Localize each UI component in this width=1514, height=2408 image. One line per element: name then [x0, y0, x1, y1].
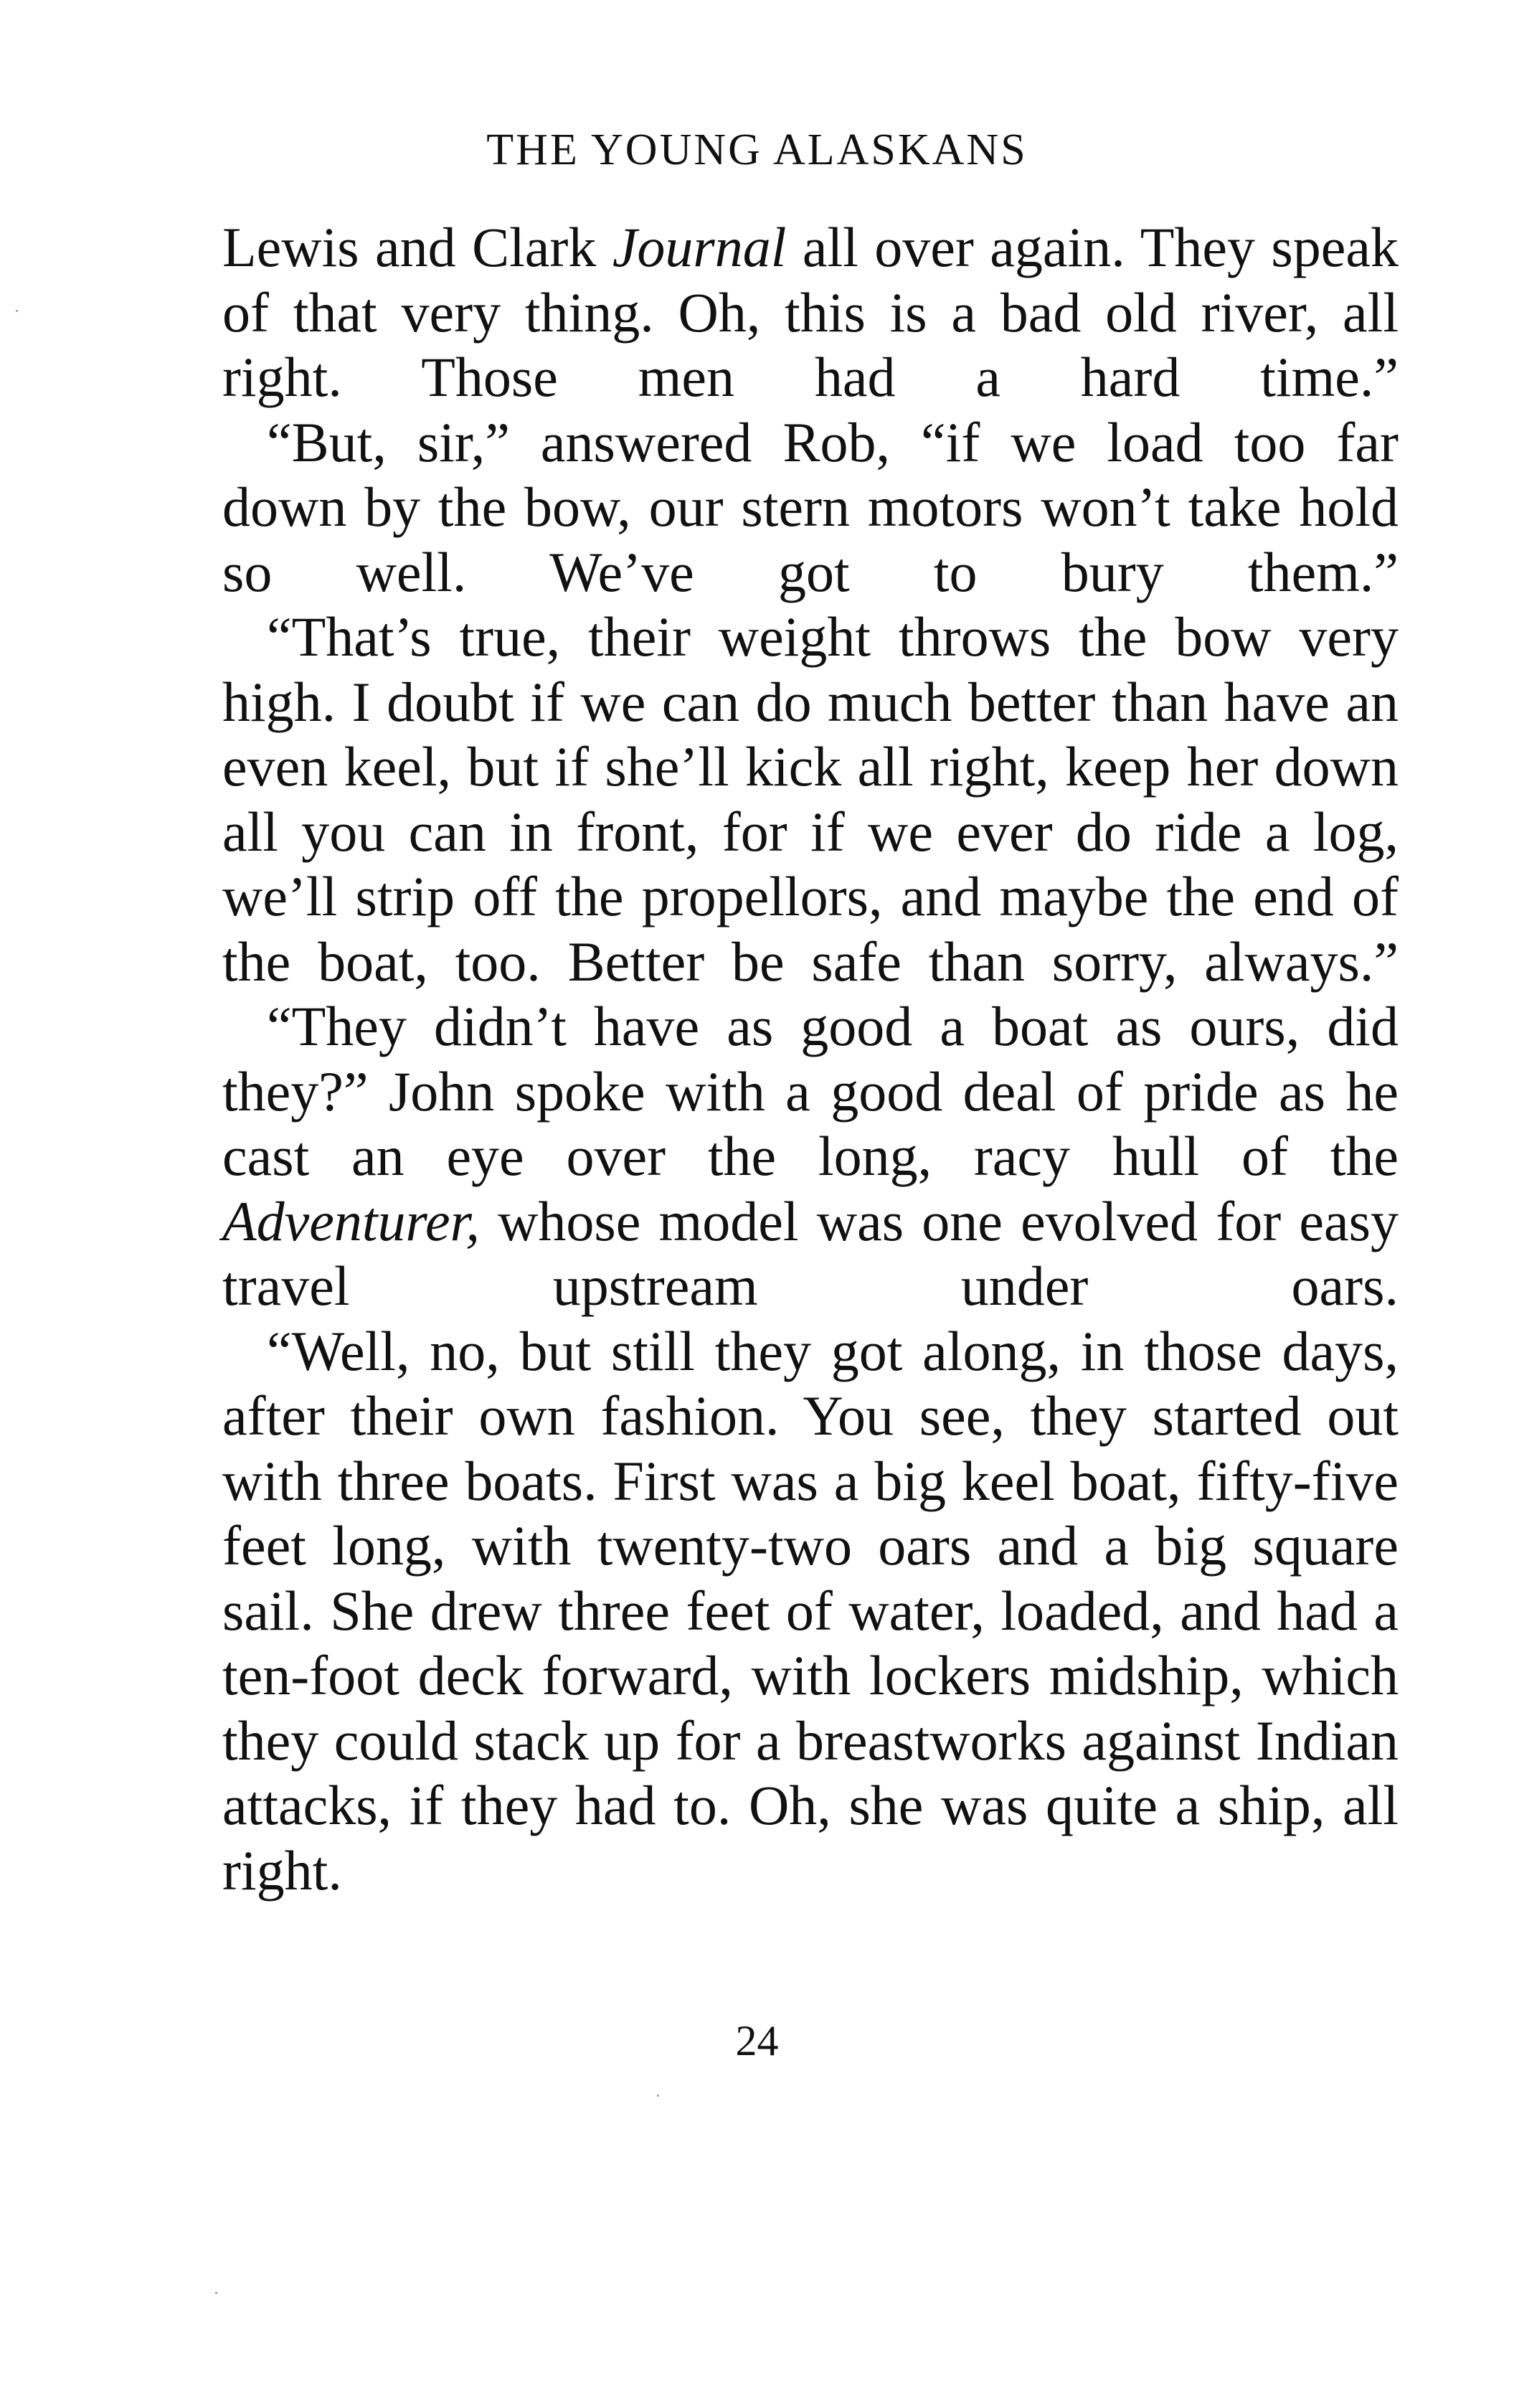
page-number: 24 [735, 2017, 779, 2064]
paragraph-4-italic: Adventurer, [222, 1189, 480, 1252]
scan-speck [215, 2292, 217, 2294]
paragraph-2: “But, sir,” answered Rob, “if we load too far down by the bow, our stern motors won’t take hold so well. We’ve got to bury them.” [222, 410, 1399, 603]
paragraph-4-after: whose model was one evolved for easy travel upstream under oars. [222, 1189, 1399, 1317]
paragraph-5: “Well, no, but still they got along, in those days, after their own fashion. You see, they started out with three boats. First was a big keel boat, fifty-five feet long, with twenty-two oars and a big square sail. She drew three feet of water, loaded, and had a ten-foot deck forward, with lockers midship, which they could stack up for a breastworks against Indian attacks, if they had to. Oh, she was quite a ship, all right. [222, 1319, 1399, 1902]
scan-speck [16, 310, 18, 312]
paragraph-4-before: “They didn’t have as good a boat as ours, did they?” John spoke with a good deal of pride as he cast an eye over the long, racy hull of the [222, 995, 1399, 1187]
paragraph-3: “That’s true, their weight throws the bow very high. I doubt if we can do much better than have an even keel, but if she’ll kick all right, keep her down all you can in front, for if we ever do ride a log, we’ll strip off the propellors, and maybe the end of the boat, too. Better be safe than sorry, always.” [222, 605, 1399, 993]
paragraph-4 [222, 994, 1399, 1319]
paragraph-1-after: all over again. They speak of that very thing. Oh, this is a bad old river, all right. Those men had a hard time.” [222, 216, 1399, 408]
paragraph-1-italic: Journal [612, 216, 787, 278]
scan-speck [657, 2095, 659, 2097]
running-head: THE YOUNG ALASKANS [486, 126, 1028, 174]
paragraph-1-before: Lewis and Clark [222, 216, 612, 278]
paragraph-1 [222, 215, 1399, 410]
body-text [222, 215, 1399, 1903]
